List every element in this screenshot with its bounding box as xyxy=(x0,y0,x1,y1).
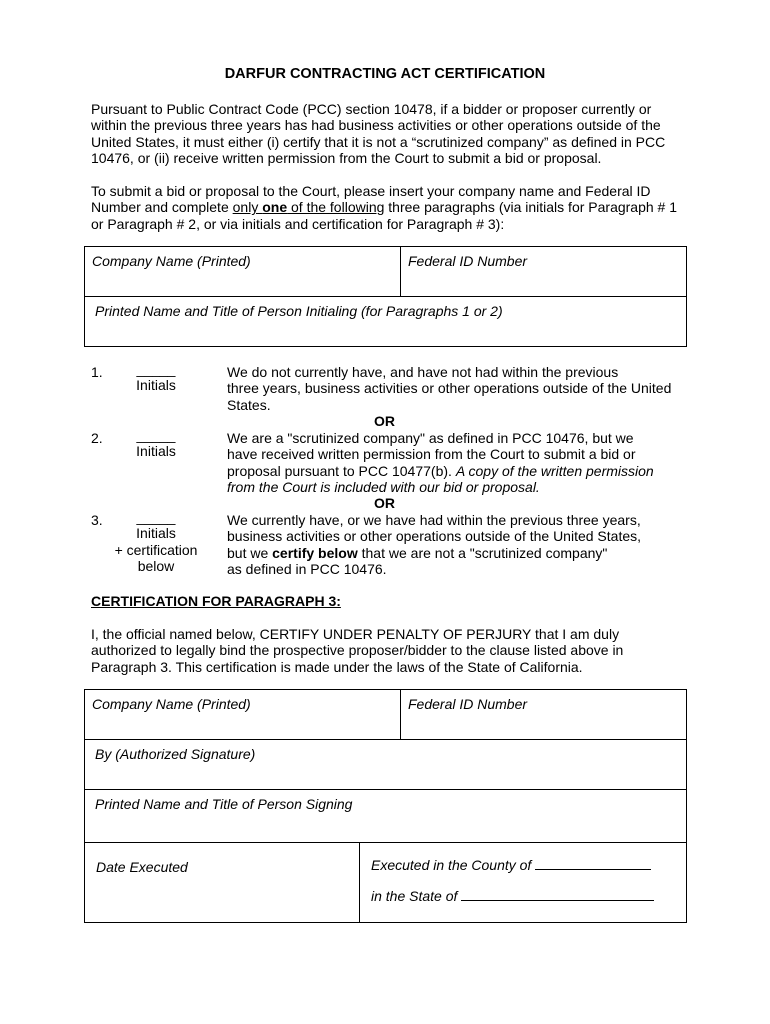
option-line: business activities or other operations outside of the United States, xyxy=(227,528,642,545)
instructions-only-emphasis xyxy=(233,199,385,215)
county-field[interactable] xyxy=(360,843,686,873)
option-3-number: 3. xyxy=(91,512,103,528)
option-1-text xyxy=(227,364,687,413)
option-line: have received written permission from the Court to submit a bid or xyxy=(227,446,636,463)
intro-line: within the previous three years has had business activities or other operations outside of the xyxy=(91,117,661,134)
signature-label: By (Authorized Signature) xyxy=(95,746,256,762)
federal-id-label: Federal ID Number xyxy=(408,253,528,269)
federal-id-field[interactable] xyxy=(401,247,687,297)
initials-label: Initials xyxy=(136,525,176,542)
initials-label: Initials xyxy=(136,443,176,460)
instructions-text: three paragraphs (via initials for Paragraph # 1 xyxy=(384,199,678,216)
state-label: in the State of xyxy=(371,888,458,904)
execution-row xyxy=(85,843,687,923)
instructions-line: To submit a bid or proposal to the Court, please insert your company name and Federal ID xyxy=(91,183,651,199)
option-line xyxy=(227,463,687,479)
instructions-line xyxy=(91,199,691,215)
certification-heading: CERTIFICATION FOR PARAGRAPH 3: xyxy=(91,593,341,609)
instructions-line: or Paragraph # 2, or via initials and certification for Paragraph # 3): xyxy=(91,215,505,232)
certification-line: Paragraph 3. This certification is made under the laws of the State of California. xyxy=(91,658,583,675)
signer-name-label: Printed Name and Title of Person Signing xyxy=(95,796,353,812)
state-blank xyxy=(461,900,654,901)
option-text: but we xyxy=(227,544,273,561)
option-2-number: 2. xyxy=(91,430,103,446)
federal-id-label: Federal ID Number xyxy=(408,696,528,712)
instructions-only: only xyxy=(232,199,263,216)
company-name-field[interactable] xyxy=(85,247,401,297)
initialing-info-table xyxy=(84,246,687,347)
instructions-text: Number and complete xyxy=(91,199,233,216)
date-executed-field[interactable] xyxy=(85,843,360,922)
option-2-text xyxy=(227,430,687,496)
intro-line: Pursuant to Public Contract Code (PCC) section 10478, if a bidder or proposer currently or xyxy=(91,101,652,117)
option-line: We do not currently have, and have not had within the previous xyxy=(227,364,619,380)
date-executed-label: Date Executed xyxy=(96,859,188,875)
initialing-person-field[interactable] xyxy=(85,297,687,347)
company-name-label: Company Name (Printed) xyxy=(92,696,251,712)
intro-line: 10476, or (ii) receive written permission from the Court to submit a bid or proposal. xyxy=(91,150,602,167)
instructions-one: one xyxy=(262,199,288,216)
company-name-field[interactable] xyxy=(85,690,401,740)
certification-signature-table xyxy=(84,689,687,923)
initialing-person-label: Printed Name and Title of Person Initialing (for Paragraphs 1 or 2) xyxy=(95,303,503,319)
option-line: from the Court is included with our bid or proposal. xyxy=(227,479,540,496)
certification-label: + certification xyxy=(114,541,198,558)
initials-blank: _____ xyxy=(136,427,176,443)
option-line: We currently have, or we have had within the previous three years, xyxy=(227,512,641,528)
option-3-text xyxy=(227,512,687,578)
certification-paragraph xyxy=(91,626,691,675)
county-blank xyxy=(535,869,651,870)
county-label: Executed in the County of xyxy=(371,857,532,873)
option-line xyxy=(227,545,687,561)
option-line: States. xyxy=(227,396,271,413)
option-3-initials-field[interactable] xyxy=(103,509,209,575)
initials-blank: _____ xyxy=(136,361,176,377)
initials-label: Initials xyxy=(136,377,176,394)
signature-field[interactable] xyxy=(85,740,687,790)
or-separator: OR xyxy=(374,413,395,429)
option-line: We are a "scrutinized company" as defined in PCC 10476, but we xyxy=(227,430,634,446)
state-field[interactable] xyxy=(360,873,686,904)
page-title: DARFUR CONTRACTING ACT CERTIFICATION xyxy=(224,66,546,82)
execution-location xyxy=(360,843,686,922)
intro-paragraph xyxy=(91,101,691,167)
or-separator: OR xyxy=(374,495,395,511)
option-2-initials-field[interactable] xyxy=(126,427,186,460)
initials-blank: _____ xyxy=(136,509,176,525)
below-label: below xyxy=(137,558,175,575)
option-line: three years, business activities or other operations outside of the United xyxy=(227,380,672,397)
option-text: proposal pursuant to PCC 10477(b). xyxy=(227,462,456,479)
option-bold-text: certify below xyxy=(272,544,358,561)
instructions-paragraph xyxy=(91,183,691,232)
company-name-label: Company Name (Printed) xyxy=(92,253,251,269)
option-1-number: 1. xyxy=(91,364,103,380)
option-italic-text: A copy of the written permission xyxy=(455,462,654,479)
instructions-following: of the following xyxy=(287,199,385,216)
intro-line: United States, it must either (i) certify that it is not a “scrutinized company” as defined in PCC xyxy=(91,133,666,150)
federal-id-field[interactable] xyxy=(401,690,687,740)
option-1-initials-field[interactable] xyxy=(126,361,186,394)
signer-name-field[interactable] xyxy=(85,790,687,843)
certification-line: authorized to legally bind the prospective proposer/bidder to the clause listed above in xyxy=(91,642,624,659)
certification-line: I, the official named below, CERTIFY UNDER PENALTY OF PERJURY that I am duly xyxy=(91,626,620,642)
option-text: that we are not a "scrutinized company" xyxy=(357,544,608,561)
option-line: as defined in PCC 10476. xyxy=(227,561,387,578)
